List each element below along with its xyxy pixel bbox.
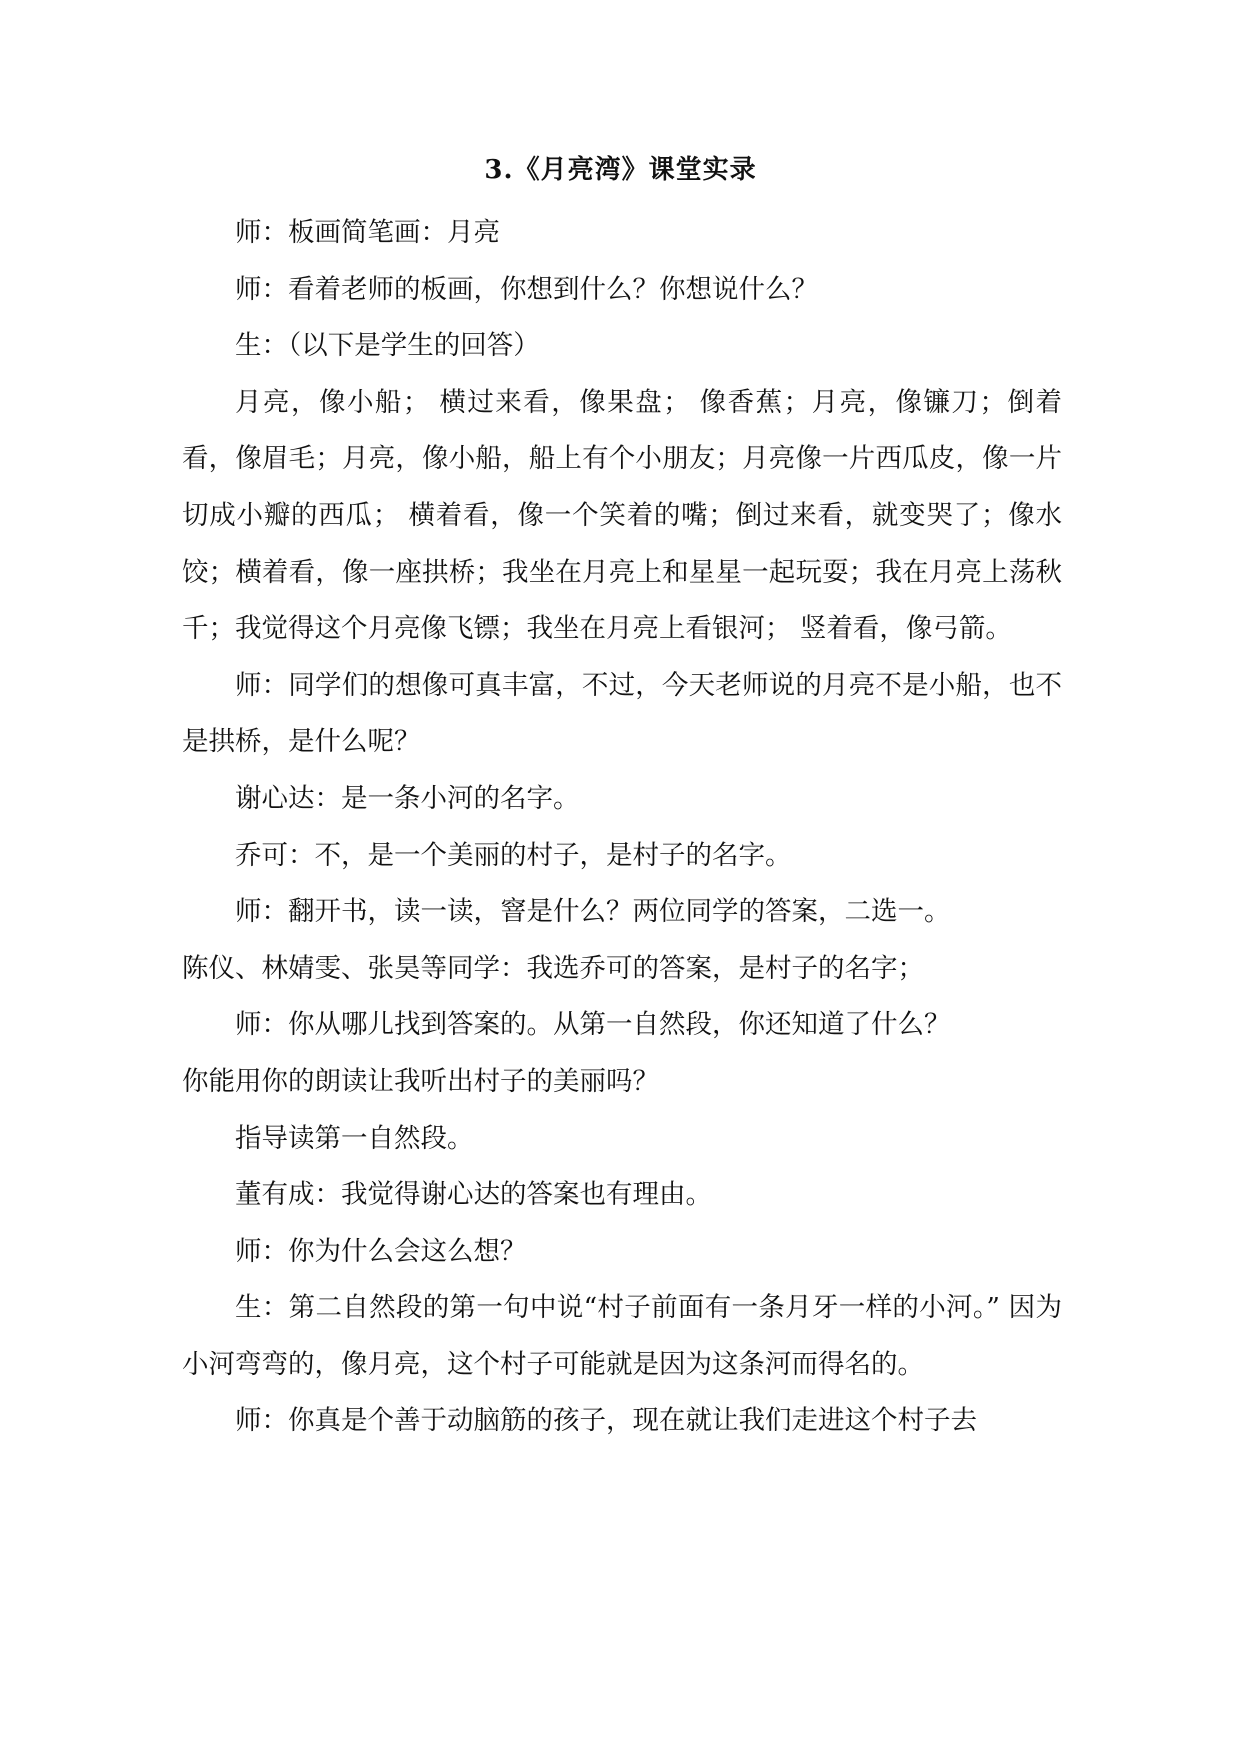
paragraph-teacher-drawing: 师：板画简笔画：月亮 [235, 217, 500, 248]
paragraph-student-answers: 月亮，像小船； 横过来看，像果盘； 像香蕉；月亮，像镰刀；倒着看，像眉毛；月亮，像小船，船上有个小朋友；月亮像一片西瓜皮，像一片切成小瓣的西瓜； 横着看，像一个笑着的嘴；倒过来看，就变哭了；像水饺；横着看，像一座拱桥；我坐在月亮上和星星一起玩耍；我在月亮上荡秋千；我觉得这个月亮像飞镖；我坐在月亮上看银河； 竖着看，像弓箭。 [182, 386, 1062, 645]
paragraph-teacher-where: 师：你从哪儿找到答案的。从第一自然段，你还知道了什么？ [235, 1009, 951, 1041]
paragraph-teacher-why: 师：你为什么会这么想？ [235, 1235, 527, 1267]
paragraph-guided-reading: 指导读第一自然段。 [235, 1122, 474, 1154]
paragraph-xie-xinda: 谢心达：是一条小河的名字。 [235, 782, 580, 814]
paragraph-teacher-open-book: 师：翻开书，读一读，窨是什么？两位同学的答案，二选一。 [235, 896, 951, 928]
paragraph-students-choice: 陈仪、林婧雯、张昊等同学：我选乔可的答案，是村子的名字； [182, 952, 924, 984]
paragraph-dong-youcheng: 董有成：我觉得谢心达的答案也有理由。 [235, 1179, 712, 1211]
paragraph-teacher-comment: 师：同学们的想像可真丰富，不过，今天老师说的月亮不是小船，也不是拱桥，是什么呢？ [182, 669, 1062, 758]
paragraph-qiao-ke: 乔可：不，是一个美丽的村子，是村子的名字。 [235, 839, 792, 871]
document-body [182, 205, 1062, 1450]
document-title: 3.《月亮湾》课堂实录 [484, 155, 757, 185]
paragraph-teacher-question: 师：看着老师的板画，你想到什么？你想说什么？ [235, 273, 818, 305]
paragraph-teacher-praise: 师：你真是个善于动脑筋的孩子，现在就让我们走进这个村子去 [235, 1405, 977, 1437]
paragraph-student-reason: 生：第二自然段的第一句中说“村子前面有一条月牙一样的小河。” 因为小河弯弯的，像月亮，这个村子可能就是因为这条河而得名的。 [182, 1292, 1062, 1380]
paragraph-teacher-read-aloud: 你能用你的朗读让我听出村子的美丽吗？ [182, 1065, 659, 1097]
paragraph-student-intro: 生：（以下是学生的回答） [235, 330, 540, 362]
